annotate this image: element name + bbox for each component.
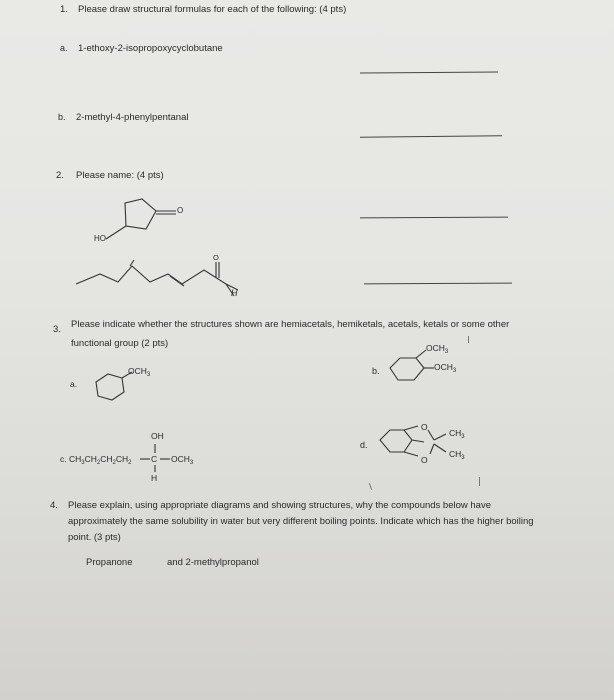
q3b-label: b. — [372, 366, 380, 376]
q3c-methoxy: $OCH_3$ — [171, 454, 194, 466]
q4-compound-2-methylpropanol: and 2-methylpropanol — [167, 557, 259, 568]
q3c-carbon-chain: $CH_3CH_2CH_2CH_2$ — [69, 454, 132, 466]
q2-prompt: Please name: (4 pts) — [76, 170, 164, 181]
q1a-label: a. — [60, 43, 68, 53]
q3a-label: a. — [70, 379, 78, 389]
q3b-methoxy-1: $OCH_3$ — [426, 343, 449, 355]
q1a-compound-name: 1-ethoxy-2-isopropoxycyclobutane — [78, 43, 223, 54]
q3c-hydrogen: H — [151, 473, 158, 483]
q4-compound-propanone: Propanone — [86, 557, 133, 568]
q4-prompt-line-2: approximately the same solubility in water but very different boiling points. Indicate which has the higher boiling — [68, 516, 534, 527]
stray-mark — [479, 477, 480, 486]
q3d-methyl-1: $CH_3$ — [449, 428, 465, 440]
q4-prompt-line-3: point. (3 pts) — [68, 532, 121, 543]
q2-answer-line-2 — [364, 283, 512, 285]
q2-structure-1-oxygen: O — [177, 206, 184, 215]
q2-number: 2. — [56, 170, 64, 181]
q3d-oxygen-1: O — [421, 422, 428, 432]
q1b-compound-name: 2-methyl-4-phenylpentanal — [76, 112, 189, 123]
q3-prompt-line-1: Please indicate whether the structures shown are hemiacetals, hemiketals, acetals, ketals or some other — [71, 319, 510, 330]
stray-mark — [369, 483, 372, 490]
q3a-methoxy-group: $OCH_3$ — [128, 366, 151, 378]
q3d-label: d. — [360, 440, 368, 450]
q1a-answer-line — [360, 72, 498, 74]
q1-prompt: Please draw structural formulas for each of the following: (4 pts) — [78, 4, 347, 15]
q1-number: 1. — [60, 4, 68, 15]
q2-structure-1-hydroxyl: HO — [94, 234, 106, 243]
q3-number: 3. — [53, 324, 61, 335]
q4-number: 4. — [50, 500, 58, 511]
q3c-label: c. — [60, 454, 67, 464]
stray-mark — [468, 336, 469, 343]
q3d-oxygen-2: O — [421, 455, 428, 465]
q3c-central-carbon: C — [151, 454, 158, 464]
q1b-label: b. — [58, 112, 66, 122]
q3b-methoxy-2: $OCH_3$ — [434, 362, 457, 374]
q4-prompt-line-1: Please explain, using appropriate diagrams and showing structures, why the compounds below have — [68, 500, 491, 511]
q3-prompt-line-2: functional group (2 pts) — [71, 338, 169, 349]
q3d-methyl-2: $CH_3$ — [449, 449, 465, 461]
q2-structure-2-oxygen: O — [213, 253, 219, 262]
q2-answer-line-1 — [360, 217, 508, 219]
q2-structure-2-hydrogen: H — [231, 288, 238, 298]
q1b-answer-line — [360, 135, 502, 137]
q3c-hydroxyl: OH — [151, 431, 164, 441]
